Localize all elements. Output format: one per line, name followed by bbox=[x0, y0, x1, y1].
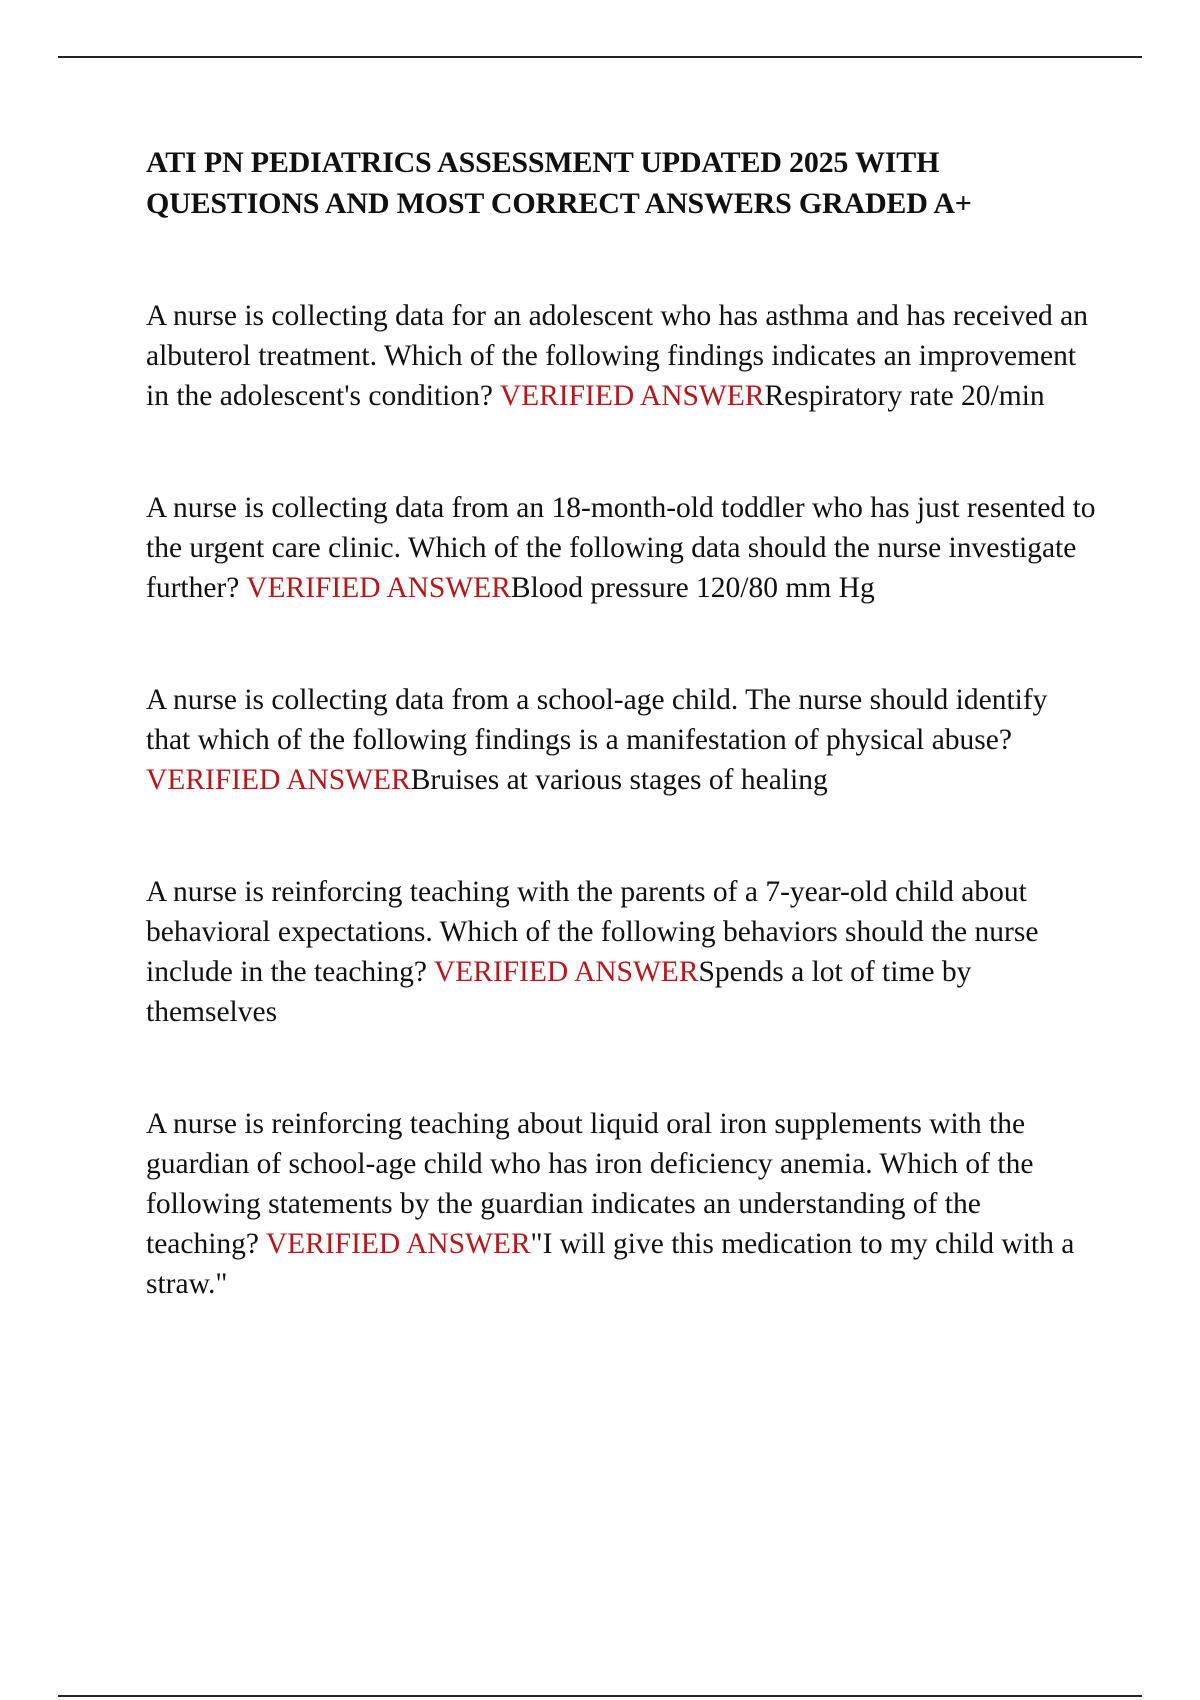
answer-text: "I will give this medication to my child with a straw." bbox=[146, 1228, 1075, 1300]
question-text: A nurse is reinforcing teaching with the parents of a 7-year-old child about behavioral expectations. Which of the following behaviors should the nurse include in the teaching? bbox=[146, 876, 1039, 988]
verified-answer-label: VERIFIED ANSWER bbox=[246, 572, 511, 604]
answer-text: Blood pressure 120/80 mm Hg bbox=[510, 572, 875, 604]
question-text: A nurse is reinforcing teaching about liquid oral iron supplements with the guardian of school-age child who has iron deficiency anemia. Which of the following statements by the guardian indicates an understanding of the teaching? bbox=[146, 1108, 1034, 1260]
answer-text: Spends a lot of time by themselves bbox=[146, 956, 972, 1028]
qa-item-3 bbox=[146, 680, 1096, 800]
qa-item-2 bbox=[146, 488, 1096, 608]
answer-text: Respiratory rate 20/min bbox=[764, 380, 1045, 412]
question-text: A nurse is collecting data for an adolescent who has asthma and has received an albuterol treatment. Which of the following findings indicates an improvement in the adolescent's condition? bbox=[146, 300, 1089, 412]
top-divider bbox=[58, 56, 1142, 58]
qa-item-4 bbox=[146, 872, 1096, 1032]
document-body bbox=[146, 142, 1096, 1304]
qa-item-1 bbox=[146, 296, 1096, 416]
qa-item-5 bbox=[146, 1104, 1096, 1304]
question-text: A nurse is collecting data from a school-age child. The nurse should identify that which of the following findings is a manifestation of physical abuse? bbox=[146, 684, 1048, 756]
verified-answer-label: VERIFIED ANSWER bbox=[499, 380, 765, 412]
bottom-divider bbox=[58, 1695, 1142, 1697]
question-text: A nurse is collecting data from an 18-month-old toddler who has just resented to the urgent care clinic. Which of the following data should the nurse investigate further? bbox=[146, 492, 1096, 604]
verified-answer-label: VERIFIED ANSWER bbox=[265, 1228, 531, 1260]
verified-answer-label: VERIFIED ANSWER bbox=[433, 956, 699, 988]
verified-answer-label: VERIFIED ANSWER bbox=[146, 764, 411, 796]
answer-text: Bruises at various stages of healing bbox=[410, 764, 828, 796]
document-title: ATI PN PEDIATRICS ASSESSMENT UPDATED 2025 WITH QUESTIONS AND MOST CORRECT ANSWERS GRADED A+ bbox=[146, 146, 972, 220]
